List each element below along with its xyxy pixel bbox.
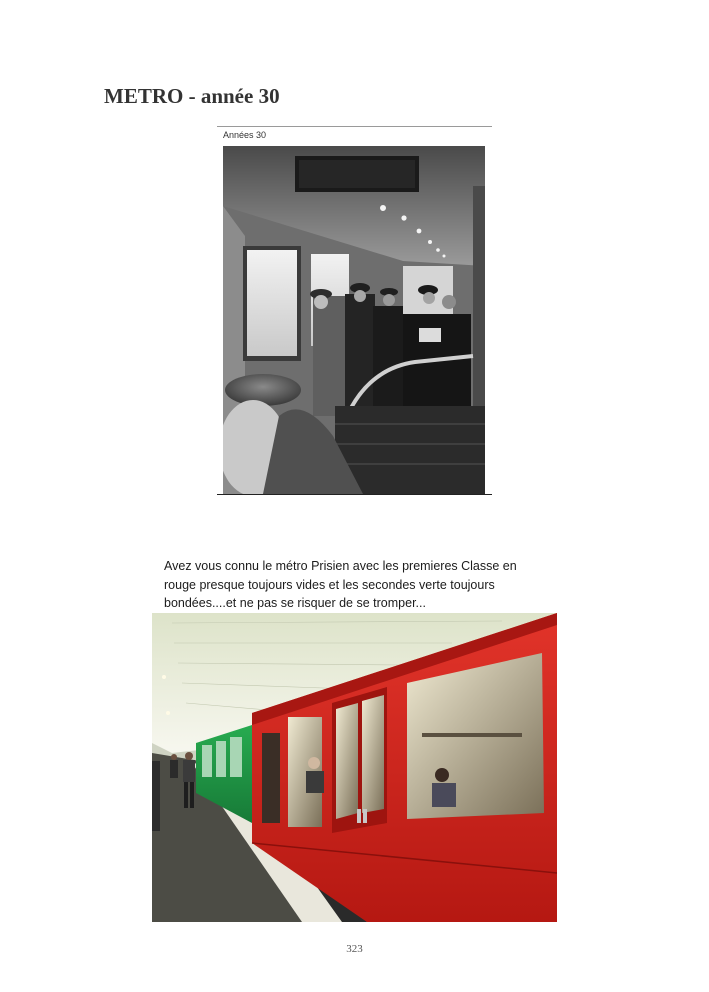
color-photo-metro-platform <box>152 613 557 922</box>
photo-metro-interior-1930s <box>217 126 492 495</box>
photo-bottom-rule <box>217 494 492 495</box>
page-title: METRO - année 30 <box>104 84 280 108</box>
photo-caption: Années 30 <box>223 130 267 140</box>
photo-top-rule <box>217 126 492 127</box>
photo-red-green-metro-cars <box>152 553 557 922</box>
page-number: 323 <box>346 943 363 955</box>
photo-quote-text: Avez vous connu le métro Prisien avec les premieres Classe en rouge presque toujours vides et les secondes verte toujours bondées....et ne pas se risquer de se tromper... <box>164 559 517 610</box>
bw-photo-metro-interior <box>223 146 485 494</box>
